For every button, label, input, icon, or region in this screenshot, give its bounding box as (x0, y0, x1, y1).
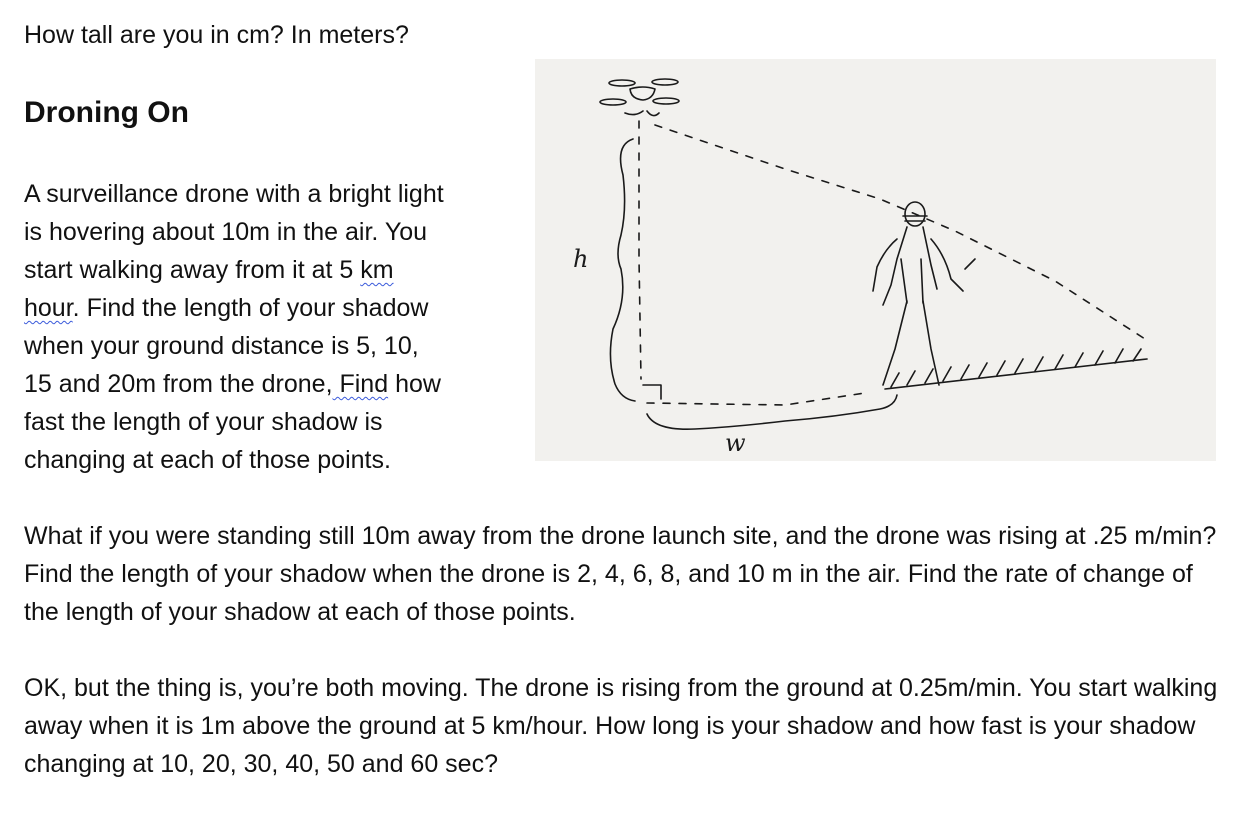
section-title: Droning On (24, 96, 189, 129)
spelling-flag-km[interactable]: km (360, 256, 394, 284)
drone-icon (600, 79, 679, 116)
problem-1-line-8: changing at each of those points. (24, 446, 391, 474)
problem-1-line-5: when your ground distance is 5, 10, (24, 332, 419, 360)
distance-brace (647, 395, 897, 429)
problem-1-line-2: is hovering about 10m in the air. You (24, 218, 428, 246)
person-icon (873, 202, 975, 385)
problem-1-line-6: 15 and 20m from the drone, (24, 370, 333, 398)
problem-1-line-4: . Find the length of your shadow (72, 294, 429, 322)
sketch-drawing (535, 59, 1216, 461)
height-label: h (573, 245, 589, 273)
problem-2-text: What if you were standing still 10m away from the drone launch site, and the drone was rising at .25 m/min? Find the length of your shadow when the drone is 2, 4, 6, 8, and 10 m in the air. Find the rate of change of the length of your shadow at each of those points. (24, 522, 1217, 626)
problem-1-line-6b: how (388, 370, 441, 398)
problem-1-line-1: A surveillance drone with a bright light (24, 180, 444, 208)
right-angle-marker (643, 385, 661, 399)
problem-3-text: OK, but the thing is, you’re both moving. The drone is rising from the ground at 0.25m/min. You start walking away when it is 1m above the ground at 5 km/hour. How long is your shadow and how fast is your shadow changing at 10, 20, 30, 40, 50 and 60 sec? (24, 674, 1218, 778)
drone-vertical-line (639, 121, 641, 379)
spelling-flag-hour[interactable]: hour (24, 294, 73, 322)
height-brace (610, 139, 635, 401)
ground-line (647, 393, 865, 405)
problem-1-line-7: fast the length of your shadow is (24, 408, 383, 436)
light-ray-line (655, 125, 1145, 339)
intro-question: How tall are you in cm? In meters? (24, 21, 409, 49)
grammar-flag-find[interactable]: Find (332, 370, 389, 398)
drone-shadow-sketch (535, 59, 1216, 461)
problem-1-text (24, 175, 524, 479)
problem-1-line-3: start walking away from it at 5 (24, 256, 361, 284)
distance-label: w (725, 429, 746, 457)
shadow-hatching (885, 349, 1147, 389)
